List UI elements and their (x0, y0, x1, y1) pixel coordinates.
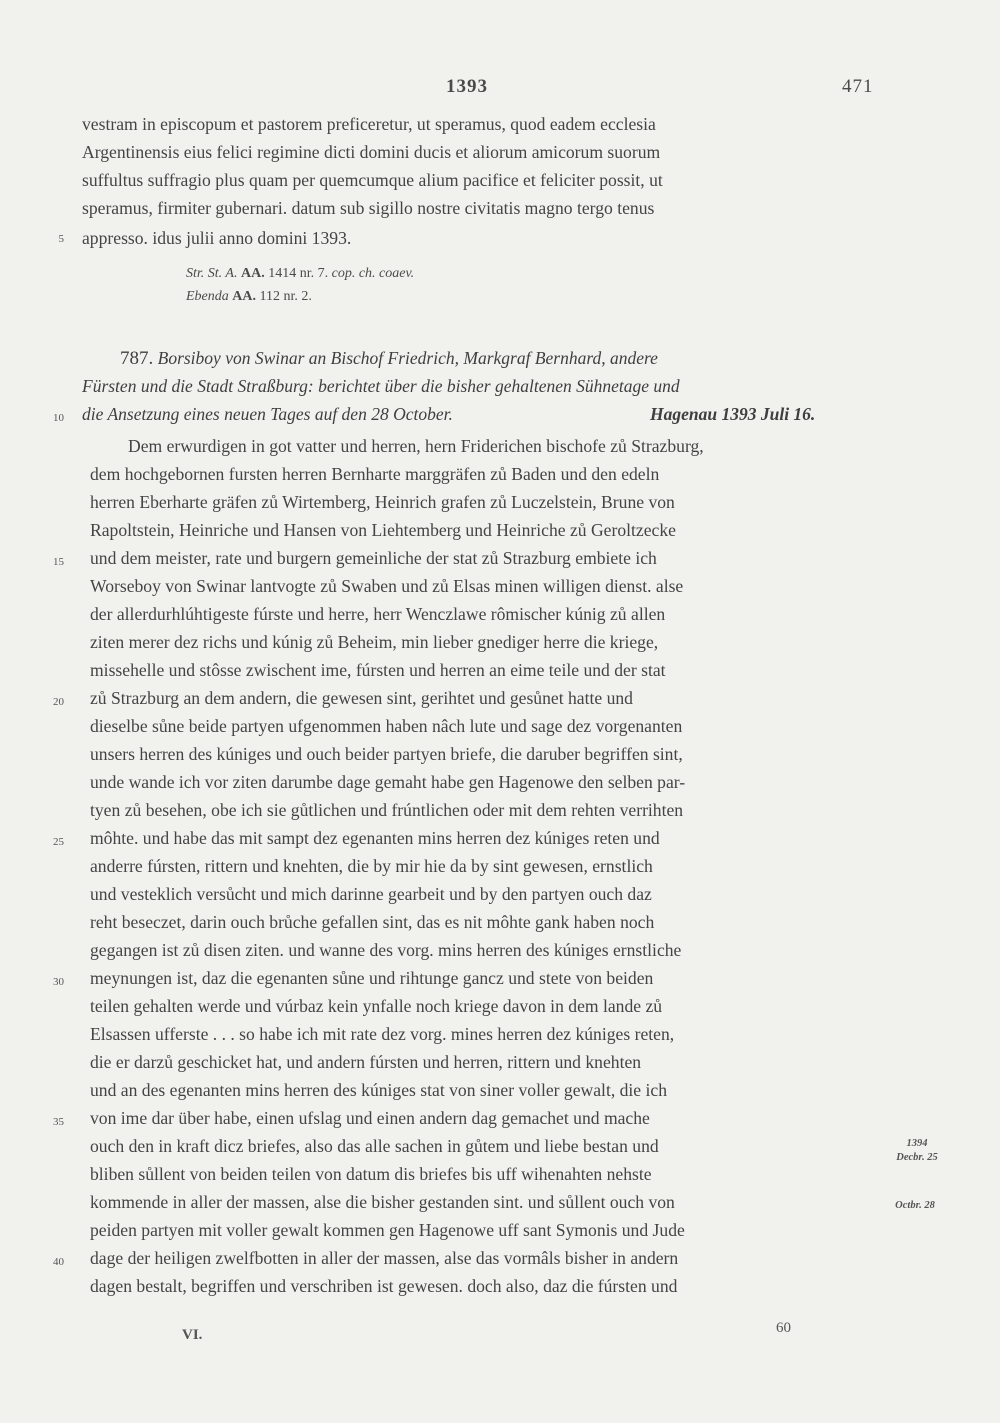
copy-note: cop. ch. coaev. (331, 266, 415, 281)
text-line: meynungen ist, daz die egenanten sůne und rihtunge gancz und stete von beiden (90, 968, 654, 988)
text-line: anderre fúrsten, rittern und knehten, die by mir hie da by sint gewesen, ernstlich (90, 856, 653, 876)
text-line: kommende in aller der massen, alse die bisher gestanden sint. und sůllent ouch von (90, 1192, 675, 1212)
text-line: unde wande ich vor ziten darumbe dage gemaht habe gen Hagenowe den selben par- (90, 772, 686, 792)
text-line: bliben sůllent von beiden teilen von datum dis briefes bis uff wihenahten nehste (90, 1164, 652, 1184)
document-heading-line: Fürsten und die Stadt Straßburg: berichtet über die bisher gehaltenen Sühnetage und (82, 376, 680, 396)
text-line: und dem meister, rate und burgern gemeinliche der stat zů Strazburg embiete ich (90, 548, 657, 568)
line-number: 5 (58, 233, 64, 245)
text-line: dem hochgebornen fursten herren Bernharte marggräfen zů Baden und den edeln (90, 464, 660, 484)
signature-mark: 60 (776, 1320, 791, 1336)
text-line: dieselbe sůne beide partyen ufgenommen haben nâch lute und sage dez vorgenanten (90, 716, 683, 736)
text-line: suffultus suffragio plus quam per quemcumque alium pacifice et feliciter possit, ut (82, 170, 663, 190)
source-citation (186, 289, 312, 305)
text-line: Worseboy von Swinar lantvogte zů Swaben und zů Elsas minen willigen dienst. alse (90, 576, 684, 596)
text-line: unsers herren des kúniges und ouch beider partyen briefe, die daruber begriffen sint, (90, 744, 683, 764)
source-citation (186, 266, 414, 282)
text-line: von ime dar über habe, einen ufslag und einen andern dag gemachet und mache (90, 1108, 650, 1128)
document-heading-line: die Ansetzung eines neuen Tages auf den 28 October. (82, 404, 453, 424)
text-line: die er darzů geschicket hat, und andern fúrsten und herren, rittern und knehten (90, 1052, 642, 1072)
margin-note-year: 1394 (906, 1138, 928, 1149)
text-line: Argentinensis eius felici regimine dicti domini ducis et aliorum amicorum suorum (82, 142, 661, 162)
line-number: 40 (53, 1256, 64, 1268)
text-line: und an des egenanten mins herren des kúniges stat von siner voller gewalt, die ich (90, 1080, 668, 1100)
text-line: und vesteklich versůcht und mich darinne gearbeit und by den partyen ouch daz (90, 884, 652, 904)
margin-note-date: Octbr. 28 (895, 1200, 935, 1211)
text-line: dagen bestalt, begriffen und verschriben ist gewesen. doch also, daz die fúrsten und (90, 1276, 678, 1296)
volume-number: VI. (182, 1327, 203, 1343)
text-line: teilen gehalten werde und vúrbaz kein ynfalle noch kriege davon in dem lande zů (90, 996, 663, 1016)
text-line: herren Eberharte gräfen zů Wirtemberg, Heinrich grafen zů Luczelstein, Brune von (90, 492, 675, 512)
margin-note-date: Decbr. 25 (896, 1152, 938, 1163)
shelfmark: 1414 nr. 7. (268, 266, 329, 281)
text-line: vestram in episcopum et pastorem preficeretur, ut speramus, quod eadem ecclesia (82, 114, 656, 134)
text-line: dage der heiligen zwelfbotten in aller der massen, alse das vormâls bisher in andern (90, 1248, 679, 1268)
text-line: ziten merer dez richs und kúnig zů Beheim, min lieber gnediger herre die kriege, (90, 632, 659, 652)
line-number: 10 (53, 412, 64, 424)
text-line: tyen zů besehen, obe ich sie gůtlichen und frúntlichen oder mit dem rehten verrihten (90, 800, 684, 820)
text-line: Dem erwurdigen in got vatter und herren, hern Friderichen bischofe zů Strazburg, (128, 436, 704, 456)
text-line: môhte. und habe das mit sampt dez egenanten mins herren dez kúniges reten und (90, 828, 660, 848)
line-number: 25 (53, 836, 64, 848)
text-line: gegangen ist zů disen ziten. und wanne des vorg. mins herren des kúniges ernstliche (90, 940, 682, 960)
text-line: appresso. idus julii anno domini 1393. (82, 228, 352, 248)
fonds-abbreviation: AA. (232, 289, 256, 304)
text-line: missehelle und stôsse zwischent ime, fúrsten und herren an eime teile und der stat (90, 660, 666, 680)
text-line: Elsassen ufferste . . . so habe ich mit rate dez vorg. mines herren dez kúniges reten, (90, 1024, 675, 1044)
archive-abbreviation: Str. St. A. (186, 266, 238, 281)
text-line: ouch den in kraft dicz briefes, also das alle sachen in gůtem und liebe bestan und (90, 1136, 659, 1156)
text-line: peiden partyen mit voller gewalt kommen gen Hagenowe uff sant Symonis und Jude (90, 1220, 685, 1240)
document-number: 787. (120, 348, 154, 369)
text-line: zů Strazburg an dem andern, die gewesen sint, gerihtet und gesůnet hatte und (90, 688, 633, 708)
text-line: der allerdurhlúhtigeste fúrste und herre, herr Wenczlawe rômischer kúnig zů allen (90, 604, 666, 624)
fonds-abbreviation: AA. (240, 266, 265, 281)
page-number: 471 (842, 76, 874, 97)
text-line: reht beseczet, darin ouch brůche gefallen sint, das es nit môhte gank haben noch (90, 912, 655, 932)
text-line: speramus, firmiter gubernari. datum sub sigillo nostre civitatis magno tergo tenus (82, 198, 655, 218)
shelfmark: 112 nr. 2. (259, 289, 312, 304)
heading-text: Borsiboy von Swinar an Bischof Friedrich, Markgraf Bernhard, andere (157, 348, 658, 368)
line-number: 35 (53, 1116, 64, 1128)
running-head-year: 1393 (446, 76, 488, 97)
text-line: Rapoltstein, Heinriche und Hansen von Liehtemberg und Heinriche zů Geroltzecke (90, 520, 676, 540)
line-number: 20 (53, 696, 64, 708)
ebenda-reference: Ebenda (186, 289, 229, 304)
line-number: 15 (53, 556, 64, 568)
place-date: Hagenau 1393 Juli 16. (650, 404, 816, 424)
line-number: 30 (53, 976, 64, 988)
document-heading-line (120, 348, 658, 370)
